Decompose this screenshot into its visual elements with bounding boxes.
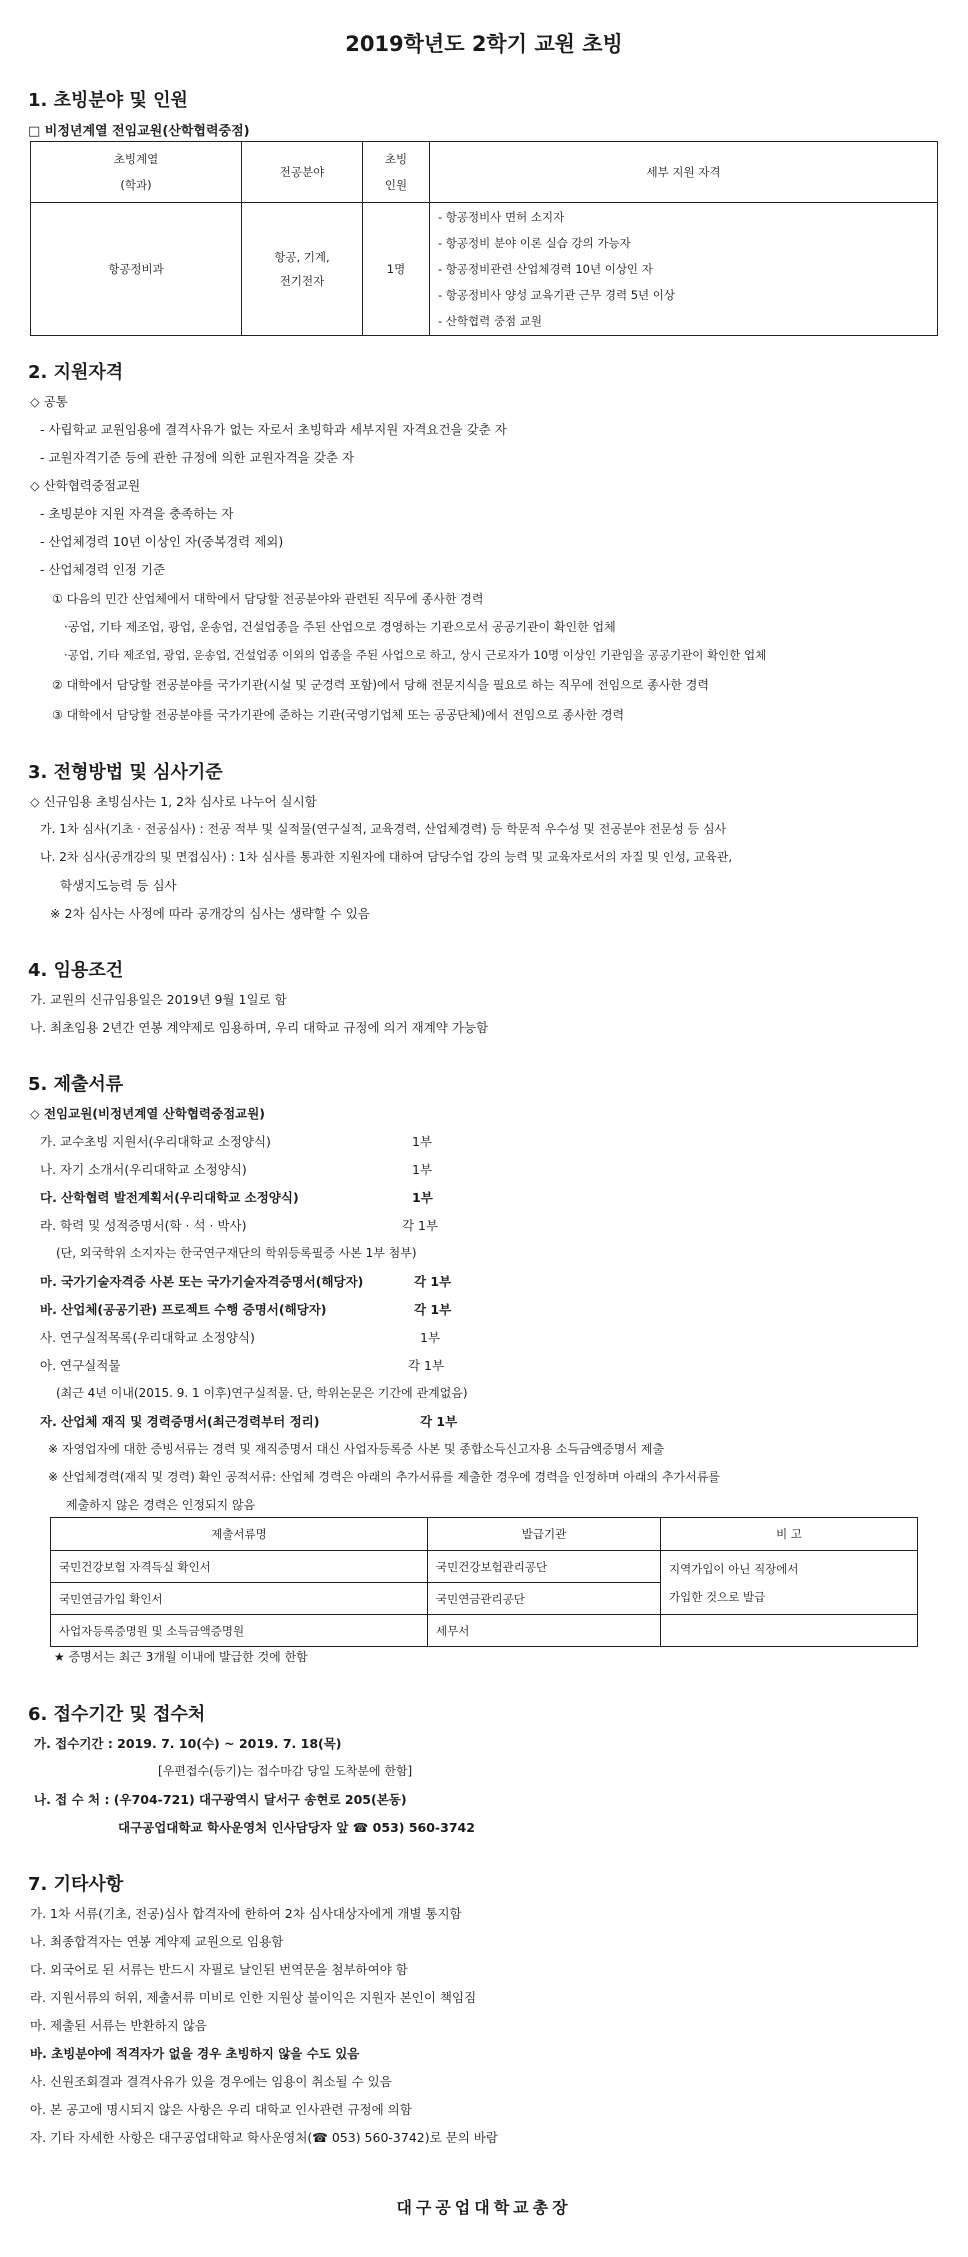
s3-line: 나. 2차 심사(공개강의 및 면접심사) : 1차 심사를 통과한 지원자에 대하여 담당수업 강의 능력 및 교육자로서의 자질 및 인성, 교육관, xyxy=(40,850,733,864)
table-row xyxy=(51,1551,918,1583)
s6-place-detail: 대구공업대학교 학사운영처 인사담당자 앞 ☎ 053) 560-3742 xyxy=(118,1820,475,1835)
section-2-heading: 2. 지원자격 xyxy=(28,362,124,383)
s4-line: 가. 교원의 신규임용일은 2019년 9월 1일로 함 xyxy=(30,992,287,1007)
recruit-table xyxy=(30,141,938,336)
doc-item-qty: 1부 xyxy=(412,1162,433,1177)
s4-line: 나. 최초임용 2년간 연봉 계약제로 임용하며, 우리 대학교 규정에 의거 재계약 가능함 xyxy=(30,1020,489,1035)
requirement-item: - 항공정비관련 산업체경력 10년 이상인 자 xyxy=(438,262,653,276)
page-title: 2019학년도 2학기 교원 초빙 xyxy=(345,32,623,56)
doc-item-qty: 1부 xyxy=(412,1190,433,1205)
doc-item-qty: 1부 xyxy=(412,1134,433,1149)
s2-line: ◇ 산학협력중점교원 xyxy=(30,478,141,493)
s2-line: - 산업체경력 10년 이상인 자(중복경력 제외) xyxy=(40,534,284,549)
cell-issuer: 국민건강보험관리공단 xyxy=(428,1551,661,1583)
header-field-line2: (학과) xyxy=(120,178,152,192)
s2-line: - 사립학교 교원임용에 결격사유가 없는 자로서 초빙학과 세부지원 자격요건을 갖춘 자 xyxy=(40,422,507,437)
doc-item-qty: 각 1부 xyxy=(414,1302,452,1317)
doc-item-label: 마. 국가기술자격증 사본 또는 국가기술자격증명서(해당자) xyxy=(40,1274,364,1289)
header-field-line1: 초빙계열 xyxy=(113,152,159,166)
doc-item-label: 다. 산학협력 발전계획서(우리대학교 소정양식) xyxy=(40,1190,299,1205)
s2-line: - 교원자격기준 등에 관한 규정에 의한 교원자격을 갖춘 자 xyxy=(40,450,355,465)
s5-star-note: ★ 증명서는 최근 3개월 이내에 발급한 것에 한함 xyxy=(54,1650,308,1664)
s2-line: ·공업, 기타 제조업, 광업, 운송업, 건설업종 이외의 업종을 주된 사업으로 하고, 상시 근로자가 10명 이상인 기관임을 공공기관이 확인한 업체 xyxy=(64,648,767,662)
doc-item-qty: 각 1부 xyxy=(408,1358,445,1373)
doc-item-qty: 각 1부 xyxy=(414,1274,452,1289)
section-1-heading: 1. 초빙분야 및 인원 xyxy=(28,90,188,111)
cell-note-line2: 가입한 것으로 발급 xyxy=(669,1589,766,1604)
s7-line: 가. 1차 서류(기초, 전공)심사 합격자에 한하여 2차 심사대상자에게 개별 통지함 xyxy=(30,1906,462,1921)
s3-line: 학생지도능력 등 심사 xyxy=(60,878,177,893)
cell-issuer: 세무서 xyxy=(428,1615,661,1647)
s3-line: ※ 2차 심사는 사정에 따라 공개강의 심사는 생략할 수 있음 xyxy=(50,906,370,921)
cell-major-line1: 항공, 기계, xyxy=(274,250,330,264)
s2-line: ◇ 공통 xyxy=(30,394,68,409)
cell-issuer: 국민연금관리공단 xyxy=(428,1583,661,1615)
cell-doc: 사업자등록증명원 및 소득금액증명원 xyxy=(51,1615,428,1647)
doc-item-qty: 각 1부 xyxy=(402,1218,439,1233)
cell-count: 1명 xyxy=(363,203,430,336)
s7-line: 라. 지원서류의 허위, 제출서류 미비로 인한 지원상 불이익은 지원자 본인이 책임짐 xyxy=(30,1990,477,2005)
s2-line: ③ 대학에서 담당할 전공분야를 국가기관에 준하는 기관(국영기업체 또는 공공단체)에서 전임으로 종사한 경력 xyxy=(52,708,625,722)
s6-place: 나. 접 수 처 : (우704-721) 대구광역시 달서구 송현로 205(본동) xyxy=(34,1792,407,1807)
doc-item-label: 아. 연구실적물 xyxy=(40,1358,121,1373)
cell-major xyxy=(242,203,363,336)
header-count-line2: 인원 xyxy=(384,178,408,192)
requirement-item: - 산학협력 중점 교원 xyxy=(438,314,542,328)
cell-requirements xyxy=(430,203,938,336)
header-major: 전공분야 xyxy=(242,142,363,203)
section-1-subheading: □ 비정년계열 전임교원(산학협력중점) xyxy=(28,124,250,139)
s5-note: 제출하지 않은 경력은 인정되지 않음 xyxy=(66,1498,256,1512)
doc-item-note: (최근 4년 이내(2015. 9. 1 이후)연구실적물. 단, 학위논문은 기간에 관계없음) xyxy=(56,1386,468,1400)
doc-item-note: (단, 외국학위 소지자는 한국연구재단의 학위등록필증 사본 1부 첨부) xyxy=(56,1246,417,1260)
s7-line: 나. 최종합격자는 연봉 계약제 교원으로 임용함 xyxy=(30,1934,284,1949)
table-row xyxy=(51,1615,918,1647)
header-count xyxy=(363,142,430,203)
s7-line: 사. 신원조회결과 결격사유가 있을 경우에는 임용이 취소될 수 있음 xyxy=(30,2074,392,2089)
requirement-item: - 항공정비 분야 이론 실습 강의 가능자 xyxy=(438,236,631,250)
doc-item-qty: 각 1부 xyxy=(420,1414,458,1429)
section-5-heading: 5. 제출서류 xyxy=(28,1074,124,1095)
s5-note: ※ 자영업자에 대한 증빙서류는 경력 및 재직증명서 대신 사업자등록증 사본 및 종합소득신고자용 소득금액증명서 제출 xyxy=(48,1442,665,1456)
s3-line: ◇ 신규임용 초빙심사는 1, 2차 심사로 나누어 실시함 xyxy=(30,794,317,809)
doc-item-qty: 1부 xyxy=(420,1330,441,1345)
doc-item-label: 가. 교수초빙 지원서(우리대학교 소정양식) xyxy=(40,1134,271,1149)
cell-note xyxy=(661,1551,918,1615)
s7-line: 자. 기타 자세한 사항은 대구공업대학교 학사운영처(☎ 053) 560-3742)로 문의 바람 xyxy=(30,2130,498,2145)
s2-line: ① 다음의 민간 산업체에서 대학에서 담당할 전공분야와 관련된 직무에 종사한 경력 xyxy=(52,592,484,606)
cell-dept: 항공정비과 xyxy=(31,203,242,336)
s7-line: 다. 외국어로 된 서류는 반드시 자필로 날인된 번역문을 첨부하여야 함 xyxy=(30,1962,408,1977)
cell-major-line2: 전기전자 xyxy=(279,274,325,288)
cell-doc: 국민연금가입 확인서 xyxy=(51,1583,428,1615)
requirement-item: - 항공정비사 양성 교육기관 근무 경력 5년 이상 xyxy=(438,288,676,302)
s7-line: 마. 제출된 서류는 반환하지 않음 xyxy=(30,2018,207,2033)
doc-item-label: 나. 자기 소개서(우리대학교 소정양식) xyxy=(40,1162,247,1177)
section-3-heading: 3. 전형방법 및 심사기준 xyxy=(28,762,223,783)
doc-item-label: 자. 산업체 재직 및 경력증명서(최근경력부터 정리) xyxy=(40,1414,320,1429)
s7-line: 아. 본 공고에 명시되지 않은 사항은 우리 대학교 인사관련 규정에 의함 xyxy=(30,2102,412,2117)
doc-item-label: 바. 산업체(공공기관) 프로젝트 수행 증명서(해당자) xyxy=(40,1302,327,1317)
s5-note: ※ 산업체경력(재직 및 경력) 확인 공적서류: 산업체 경력은 아래의 추가서류를 제출한 경우에 경력을 인정하며 아래의 추가서류를 xyxy=(48,1470,720,1484)
s7-line: 바. 초빙분야에 적격자가 없을 경우 초빙하지 않을 수도 있음 xyxy=(30,2046,360,2061)
s2-line: - 산업체경력 인정 기준 xyxy=(40,562,166,577)
header-doc: 제출서류명 xyxy=(51,1518,428,1551)
s2-line: ② 대학에서 담당할 전공분야를 국가기관(시설 및 군경력 포함)에서 당해 전문지식을 필요로 하는 직무에 전임으로 종사한 경력 xyxy=(52,678,709,692)
doc-item-label: 라. 학력 및 성적증명서(학 · 석 · 박사) xyxy=(40,1218,247,1233)
proof-docs-table xyxy=(50,1517,918,1647)
section-7-heading: 7. 기타사항 xyxy=(28,1874,124,1895)
header-field xyxy=(31,142,242,203)
s3-line: 가. 1차 심사(기초 · 전공심사) : 전공 적부 및 실적물(연구실적, 교육경력, 산업체경력) 등 학문적 우수성 및 전공분야 전문성 등 심사 xyxy=(40,822,727,836)
doc-item-label: 사. 연구실적목록(우리대학교 소정양식) xyxy=(40,1330,255,1345)
s2-line: ·공업, 기타 제조업, 광업, 운송업, 건설업종을 주된 산업으로 경영하는 기관으로서 공공기관이 확인한 업체 xyxy=(64,620,616,634)
signature-footer: 대구공업대학교총장 xyxy=(396,2198,572,2217)
section-6-heading: 6. 접수기간 및 접수처 xyxy=(28,1704,206,1725)
s6-period: 가. 접수기간 : 2019. 7. 10(수) ~ 2019. 7. 18(목) xyxy=(34,1736,342,1751)
cell-note-empty xyxy=(661,1615,918,1647)
cell-note-line1: 지역가입이 아닌 직장에서 xyxy=(669,1561,799,1576)
s6-period-note: [우편접수(등기)는 접수마감 당일 도착분에 한함] xyxy=(158,1764,413,1778)
header-count-line1: 초빙 xyxy=(384,152,408,166)
recruit-table-header xyxy=(31,142,938,203)
section-4-heading: 4. 임용조건 xyxy=(28,960,124,981)
header-issuer: 발급기관 xyxy=(428,1518,661,1551)
s2-line: - 초빙분야 지원 자격을 충족하는 자 xyxy=(40,506,234,521)
recruit-table-row xyxy=(31,203,938,336)
header-requirements: 세부 지원 자격 xyxy=(430,142,938,203)
proof-docs-header xyxy=(51,1518,918,1551)
s5-subheading: ◇ 전임교원(비정년계열 산학협력중점교원) xyxy=(30,1106,266,1121)
requirement-item: - 항공정비사 면허 소지자 xyxy=(438,210,565,224)
header-note: 비 고 xyxy=(661,1518,918,1551)
cell-doc: 국민건강보험 자격득실 확인서 xyxy=(51,1551,428,1583)
